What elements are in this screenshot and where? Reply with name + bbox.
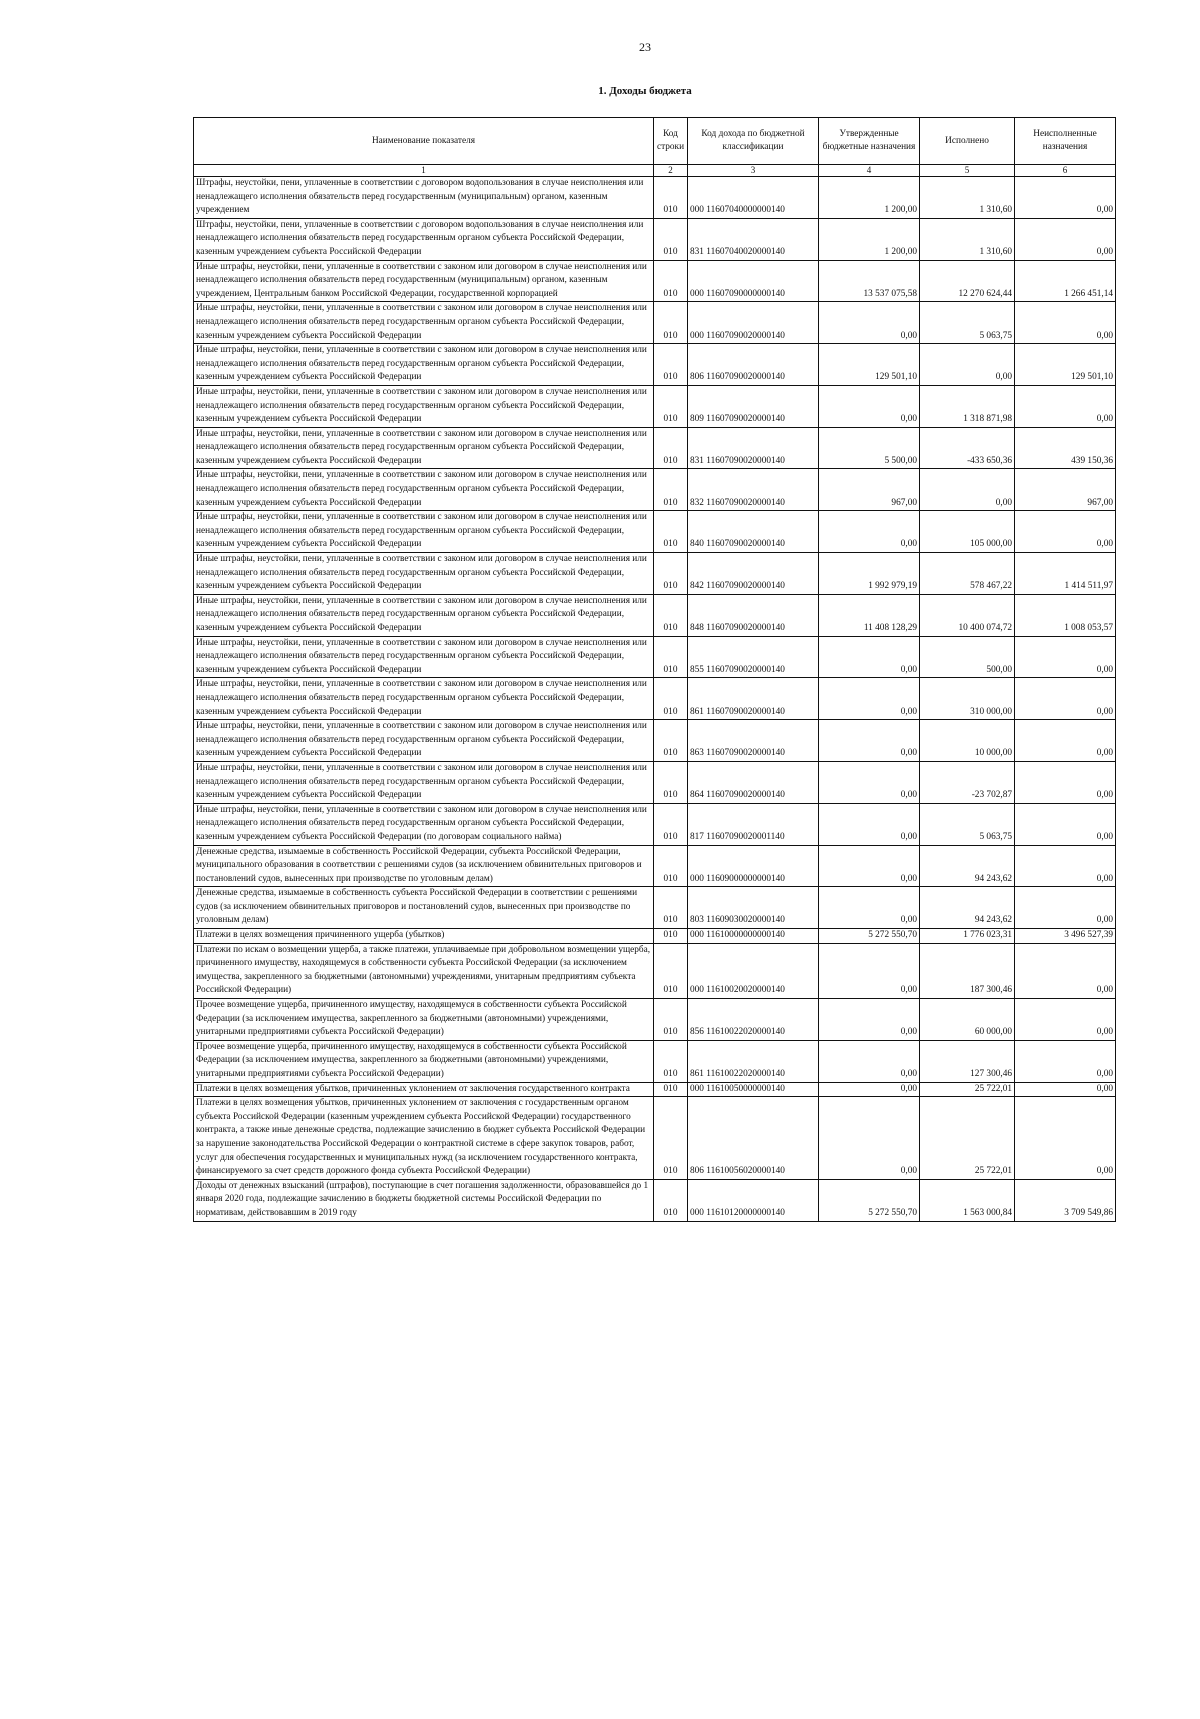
row-name: Иные штрафы, неустойки, пени, уплаченные в соответствии с законом или договором в случае неисполнения или ненадлежащего исполнения обязательств перед государственным органом субъекта Российской Федерации, казенным учреждением субъекта Российской Федерации <box>194 469 654 511</box>
column-number: 4 <box>819 165 920 177</box>
row-name: Прочее возмещение ущерба, причиненного имуществу, находящемуся в собственности субъекта Российской Федерации (за исключением имущества, закрепленного за бюджетными (автономными) учреждениями, унитарными предприятиями субъекта Российской Федерации) <box>194 1040 654 1082</box>
row-name: Иные штрафы, неустойки, пени, уплаченные в соответствии с законом или договором в случае неисполнения или ненадлежащего исполнения обязательств перед государственным органом субъекта Российской Федерации, казенным учреждением субъекта Российской Федерации <box>194 678 654 720</box>
row-code: 010 <box>654 803 688 845</box>
row-code: 010 <box>654 999 688 1041</box>
row-name: Штрафы, неустойки, пени, уплаченные в соответствии с договором водопользования в случае неисполнения или ненадлежащего исполнения обязательств перед государственным органом субъекта Российской Федерации, казенным учреждением субъекта Российской Федерации <box>194 218 654 260</box>
table-row <box>194 929 1116 944</box>
row-kbk: 000 11607040000000140 <box>688 177 819 219</box>
row-name: Иные штрафы, неустойки, пени, уплаченные в соответствии с законом или договором в случае неисполнения или ненадлежащего исполнения обязательств перед государственным органом субъекта Российской Федерации, казенным учреждением субъекта Российской Федерации <box>194 511 654 553</box>
row-kbk: 842 11607090020000140 <box>688 553 819 595</box>
page-title: 1. Доходы бюджета <box>598 85 692 97</box>
table-row <box>194 1082 1116 1097</box>
row-executed: 5 063,75 <box>920 302 1015 344</box>
row-approved: 5 272 550,70 <box>819 1179 920 1221</box>
row-executed: 0,00 <box>920 344 1015 386</box>
row-code: 010 <box>654 177 688 219</box>
row-approved: 0,00 <box>819 385 920 427</box>
row-approved: 1 200,00 <box>819 177 920 219</box>
row-code: 010 <box>654 511 688 553</box>
table-row <box>194 594 1116 636</box>
table-row <box>194 177 1116 219</box>
row-kbk: 806 11610056020000140 <box>688 1097 819 1180</box>
header-kbk: Код дохода по бюджетной классификации <box>688 118 819 165</box>
row-executed: 310 000,00 <box>920 678 1015 720</box>
row-name: Иные штрафы, неустойки, пени, уплаченные в соответствии с законом или договором в случае неисполнения или ненадлежащего исполнения обязательств перед государственным органом субъекта Российской Федерации, казенным учреждением субъекта Российской Федерации <box>194 427 654 469</box>
row-executed: 12 270 624,44 <box>920 260 1015 302</box>
row-approved: 5 272 550,70 <box>819 929 920 944</box>
row-executed: 1 318 871,98 <box>920 385 1015 427</box>
row-unexecuted: 0,00 <box>1015 1097 1116 1180</box>
table-row <box>194 943 1116 998</box>
row-unexecuted: 0,00 <box>1015 761 1116 803</box>
row-code: 010 <box>654 260 688 302</box>
row-unexecuted: 0,00 <box>1015 385 1116 427</box>
row-kbk: 000 11610020020000140 <box>688 943 819 998</box>
row-approved: 0,00 <box>819 943 920 998</box>
header-executed: Исполнено <box>920 118 1015 165</box>
row-executed: 25 722,01 <box>920 1082 1015 1097</box>
row-kbk: 806 11607090020000140 <box>688 344 819 386</box>
row-approved: 0,00 <box>819 1082 920 1097</box>
row-unexecuted: 1 266 451,14 <box>1015 260 1116 302</box>
row-unexecuted: 0,00 <box>1015 1082 1116 1097</box>
row-unexecuted: 129 501,10 <box>1015 344 1116 386</box>
row-approved: 0,00 <box>819 999 920 1041</box>
row-approved: 967,00 <box>819 469 920 511</box>
row-approved: 0,00 <box>819 720 920 762</box>
page-number: 23 <box>639 40 651 54</box>
row-kbk: 809 11607090020000140 <box>688 385 819 427</box>
row-unexecuted: 0,00 <box>1015 678 1116 720</box>
table-row <box>194 385 1116 427</box>
row-kbk: 864 11607090020000140 <box>688 761 819 803</box>
row-kbk: 861 11607090020000140 <box>688 678 819 720</box>
table-row <box>194 803 1116 845</box>
table-row <box>194 636 1116 678</box>
row-kbk: 817 11607090020001140 <box>688 803 819 845</box>
row-code: 010 <box>654 845 688 887</box>
row-executed: 94 243,62 <box>920 845 1015 887</box>
row-code: 010 <box>654 344 688 386</box>
row-code: 010 <box>654 427 688 469</box>
row-approved: 0,00 <box>819 845 920 887</box>
row-unexecuted: 0,00 <box>1015 1040 1116 1082</box>
table-row <box>194 720 1116 762</box>
column-number: 5 <box>920 165 1015 177</box>
row-code: 010 <box>654 720 688 762</box>
header-approved: Утвержденные бюджетные назначения <box>819 118 920 165</box>
row-name: Доходы от денежных взысканий (штрафов), поступающие в счет погашения задолженности, образовавшейся до 1 января 2020 года, подлежащие зачислению в бюджеты бюджетной системы Российской Федерации по нормативам, действовавшим в 2019 году <box>194 1179 654 1221</box>
row-approved: 0,00 <box>819 302 920 344</box>
row-unexecuted: 3 709 549,86 <box>1015 1179 1116 1221</box>
row-executed: 10 400 074,72 <box>920 594 1015 636</box>
row-code: 010 <box>654 678 688 720</box>
row-kbk: 000 11607090000000140 <box>688 260 819 302</box>
row-executed: 1 563 000,84 <box>920 1179 1015 1221</box>
row-kbk: 861 11610022020000140 <box>688 1040 819 1082</box>
row-approved: 13 537 075,58 <box>819 260 920 302</box>
column-number: 3 <box>688 165 819 177</box>
row-executed: 1 776 023,31 <box>920 929 1015 944</box>
row-code: 010 <box>654 218 688 260</box>
table-row <box>194 761 1116 803</box>
row-code: 010 <box>654 1040 688 1082</box>
row-approved: 0,00 <box>819 761 920 803</box>
table-row <box>194 344 1116 386</box>
row-executed: 578 467,22 <box>920 553 1015 595</box>
row-kbk: 848 11607090020000140 <box>688 594 819 636</box>
row-name: Иные штрафы, неустойки, пени, уплаченные в соответствии с законом или договором в случае неисполнения или ненадлежащего исполнения обязательств перед государственным органом субъекта Российской Федерации, казенным учреждением субъекта Российской Федерации <box>194 720 654 762</box>
row-kbk: 000 11609000000000140 <box>688 845 819 887</box>
row-code: 010 <box>654 1082 688 1097</box>
row-code: 010 <box>654 594 688 636</box>
column-number: 1 <box>194 165 654 177</box>
row-code: 010 <box>654 302 688 344</box>
row-executed: 187 300,46 <box>920 943 1015 998</box>
row-approved: 0,00 <box>819 678 920 720</box>
row-approved: 1 200,00 <box>819 218 920 260</box>
row-approved: 129 501,10 <box>819 344 920 386</box>
row-unexecuted: 0,00 <box>1015 943 1116 998</box>
row-executed: -433 650,36 <box>920 427 1015 469</box>
row-name: Иные штрафы, неустойки, пени, уплаченные в соответствии с законом или договором в случае неисполнения или ненадлежащего исполнения обязательств перед государственным органом субъекта Российской Федерации, казенным учреждением субъекта Российской Федерации <box>194 553 654 595</box>
row-approved: 0,00 <box>819 887 920 929</box>
row-kbk: 000 11610120000000140 <box>688 1179 819 1221</box>
table-row <box>194 469 1116 511</box>
table-row <box>194 1097 1116 1180</box>
table-row <box>194 887 1116 929</box>
row-kbk: 831 11607040020000140 <box>688 218 819 260</box>
row-kbk: 000 11610050000000140 <box>688 1082 819 1097</box>
table-row <box>194 845 1116 887</box>
row-name: Иные штрафы, неустойки, пени, уплаченные в соответствии с законом или договором в случае неисполнения или ненадлежащего исполнения обязательств перед государственным органом субъекта Российской Федерации, казенным учреждением субъекта Российской Федерации <box>194 385 654 427</box>
row-name: Иные штрафы, неустойки, пени, уплаченные в соответствии с законом или договором в случае неисполнения или ненадлежащего исполнения обязательств перед государственным органом субъекта Российской Федерации, казенным учреждением субъекта Российской Федерации <box>194 594 654 636</box>
row-code: 010 <box>654 943 688 998</box>
row-kbk: 863 11607090020000140 <box>688 720 819 762</box>
column-number: 6 <box>1015 165 1116 177</box>
row-unexecuted: 0,00 <box>1015 218 1116 260</box>
row-name: Иные штрафы, неустойки, пени, уплаченные в соответствии с законом или договором в случае неисполнения или ненадлежащего исполнения обязательств перед государственным органом субъекта Российской Федерации, казенным учреждением субъекта Российской Федерации (по договорам социального найма) <box>194 803 654 845</box>
row-name: Иные штрафы, неустойки, пени, уплаченные в соответствии с законом или договором в случае неисполнения или ненадлежащего исполнения обязательств перед государственным (муниципальным) органом, казенным учреждением, Центральным банком Российской Федерации, государственной корпорацией <box>194 260 654 302</box>
table-row <box>194 999 1116 1041</box>
row-unexecuted: 3 496 527,39 <box>1015 929 1116 944</box>
row-code: 010 <box>654 469 688 511</box>
table-row <box>194 1040 1116 1082</box>
row-unexecuted: 967,00 <box>1015 469 1116 511</box>
row-approved: 11 408 128,29 <box>819 594 920 636</box>
row-executed: 10 000,00 <box>920 720 1015 762</box>
header-code: Код строки <box>654 118 688 165</box>
row-code: 010 <box>654 553 688 595</box>
row-approved: 5 500,00 <box>819 427 920 469</box>
row-unexecuted: 0,00 <box>1015 887 1116 929</box>
revenue-table <box>193 117 1116 1222</box>
row-unexecuted: 439 150,36 <box>1015 427 1116 469</box>
row-name: Иные штрафы, неустойки, пени, уплаченные в соответствии с законом или договором в случае неисполнения или ненадлежащего исполнения обязательств перед государственным органом субъекта Российской Федерации, казенным учреждением субъекта Российской Федерации <box>194 344 654 386</box>
column-number: 2 <box>654 165 688 177</box>
row-approved: 0,00 <box>819 1040 920 1082</box>
row-kbk: 856 11610022020000140 <box>688 999 819 1041</box>
column-number-row <box>194 165 1116 177</box>
row-executed: 94 243,62 <box>920 887 1015 929</box>
row-unexecuted: 0,00 <box>1015 302 1116 344</box>
row-code: 010 <box>654 1179 688 1221</box>
row-executed: 0,00 <box>920 469 1015 511</box>
header-unexecuted: Неисполненные назначения <box>1015 118 1116 165</box>
table-row <box>194 260 1116 302</box>
row-executed: -23 702,87 <box>920 761 1015 803</box>
row-code: 010 <box>654 887 688 929</box>
row-approved: 0,00 <box>819 636 920 678</box>
table-row <box>194 678 1116 720</box>
row-unexecuted: 0,00 <box>1015 511 1116 553</box>
table-row <box>194 553 1116 595</box>
row-kbk: 000 11607090020000140 <box>688 302 819 344</box>
row-name: Платежи по искам о возмещении ущерба, а также платежи, уплачиваемые при добровольном возмещении ущерба, причиненного имуществу, находящемуся в собственности субъекта Российской Федерации (за исключением имущества, закрепленного за бюджетными (автономными) учреждениями, унитарным предприятиям субъекта Российской Федерации) <box>194 943 654 998</box>
row-name: Штрафы, неустойки, пени, уплаченные в соответствии с договором водопользования в случае неисполнения или ненадлежащего исполнения обязательств перед государственным (муниципальным) органом, казенным учреждением <box>194 177 654 219</box>
row-name: Платежи в целях возмещения убытков, причиненных уклонением от заключения государственного контракта <box>194 1082 654 1097</box>
row-code: 010 <box>654 636 688 678</box>
row-unexecuted: 0,00 <box>1015 803 1116 845</box>
row-kbk: 832 11607090020000140 <box>688 469 819 511</box>
row-unexecuted: 0,00 <box>1015 636 1116 678</box>
row-unexecuted: 1 414 511,97 <box>1015 553 1116 595</box>
row-code: 010 <box>654 1097 688 1180</box>
row-executed: 127 300,46 <box>920 1040 1015 1082</box>
row-unexecuted: 0,00 <box>1015 177 1116 219</box>
row-approved: 0,00 <box>819 803 920 845</box>
table-row <box>194 302 1116 344</box>
row-kbk: 803 11609030020000140 <box>688 887 819 929</box>
row-name: Иные штрафы, неустойки, пени, уплаченные в соответствии с законом или договором в случае неисполнения или ненадлежащего исполнения обязательств перед государственным органом субъекта Российской Федерации, казенным учреждением субъекта Российской Федерации <box>194 761 654 803</box>
row-approved: 0,00 <box>819 1097 920 1180</box>
row-code: 010 <box>654 385 688 427</box>
header-name: Наименование показателя <box>194 118 654 165</box>
row-executed: 1 310,60 <box>920 177 1015 219</box>
row-name: Платежи в целях возмещения причиненного ущерба (убытков) <box>194 929 654 944</box>
row-unexecuted: 0,00 <box>1015 999 1116 1041</box>
table-row <box>194 1179 1116 1221</box>
table-row <box>194 427 1116 469</box>
row-name: Иные штрафы, неустойки, пени, уплаченные в соответствии с законом или договором в случае неисполнения или ненадлежащего исполнения обязательств перед государственным органом субъекта Российской Федерации, казенным учреждением субъекта Российской Федерации <box>194 636 654 678</box>
row-kbk: 000 11610000000000140 <box>688 929 819 944</box>
header-row <box>194 118 1116 165</box>
row-unexecuted: 0,00 <box>1015 845 1116 887</box>
row-executed: 25 722,01 <box>920 1097 1015 1180</box>
row-name: Иные штрафы, неустойки, пени, уплаченные в соответствии с законом или договором в случае неисполнения или ненадлежащего исполнения обязательств перед государственным органом субъекта Российской Федерации, казенным учреждением субъекта Российской Федерации <box>194 302 654 344</box>
table-row <box>194 511 1116 553</box>
row-code: 010 <box>654 929 688 944</box>
row-executed: 500,00 <box>920 636 1015 678</box>
row-executed: 1 310,60 <box>920 218 1015 260</box>
row-kbk: 831 11607090020000140 <box>688 427 819 469</box>
row-executed: 60 000,00 <box>920 999 1015 1041</box>
row-executed: 5 063,75 <box>920 803 1015 845</box>
row-name: Денежные средства, изымаемые в собственность Российской Федерации, субъекта Российской Федерации, муниципального образования в соответствии с решениями судов (за исключением обвинительных приговоров и постановлений судов, вынесенных при производстве по уголовным делам) <box>194 845 654 887</box>
row-executed: 105 000,00 <box>920 511 1015 553</box>
row-unexecuted: 0,00 <box>1015 720 1116 762</box>
row-approved: 1 992 979,19 <box>819 553 920 595</box>
row-name: Платежи в целях возмещения убытков, причиненных уклонением от заключения с государственным органом субъекта Российской Федерации (казенным учреждением субъекта Российской Федерации) государственного контракта, а также иные денежные средства, подлежащие зачислению в бюджет субъекта Российской Федерации за нарушение законодательства Российской Федерации о контрактной системе в сфере закупок товаров, работ, услуг для обеспечения государственных и муниципальных нужд (за исключением государственного контракта, финансируемого за счет средств дорожного фонда субъекта Российской Федерации) <box>194 1097 654 1180</box>
row-kbk: 855 11607090020000140 <box>688 636 819 678</box>
row-kbk: 840 11607090020000140 <box>688 511 819 553</box>
row-code: 010 <box>654 761 688 803</box>
row-name: Прочее возмещение ущерба, причиненного имуществу, находящемуся в собственности субъекта Российской Федерации (за исключением имущества, закрепленного за бюджетными (автономными) учреждениями, унитарными предприятиями субъекта Российской Федерации) <box>194 999 654 1041</box>
table-row <box>194 218 1116 260</box>
row-name: Денежные средства, изымаемые в собственность субъекта Российской Федерации в соответствии с решениями судов (за исключением обвинительных приговоров и постановлений судов, вынесенных при производстве по уголовным делам) <box>194 887 654 929</box>
row-approved: 0,00 <box>819 511 920 553</box>
row-unexecuted: 1 008 053,57 <box>1015 594 1116 636</box>
